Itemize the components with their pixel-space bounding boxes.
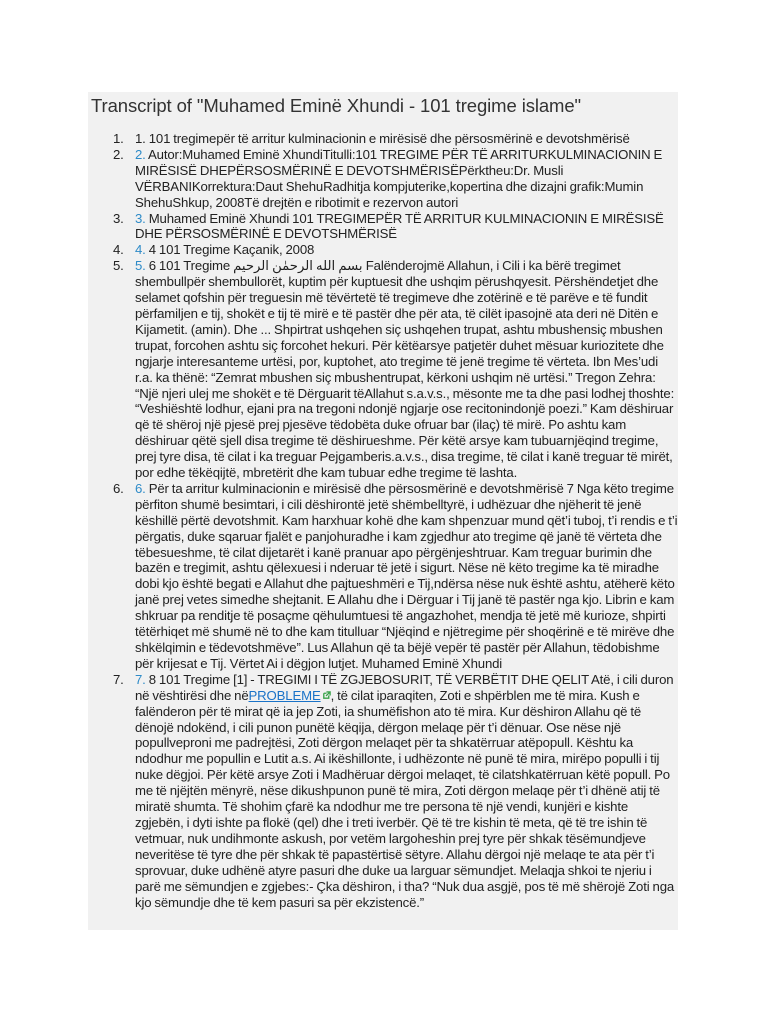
page-anchor-link[interactable]: 6. — [135, 480, 146, 496]
list-item — [88, 258, 678, 481]
list-item-number: 3. — [113, 210, 124, 226]
page-title: Transcript of "Muhamed Eminë Xhundi - 101 tregime islame" — [91, 95, 582, 116]
list-item — [88, 242, 678, 258]
list-item-text: Muhamed Eminë Xhundi 101 TREGIMEPËR TË ARRITUR KULMINACIONIN E MIRËSISË DHE PËRSOSMËRINË E DEVOTSHMËRISË — [135, 210, 664, 242]
page-anchor-link[interactable]: 3. — [135, 210, 146, 226]
external-link-icon[interactable] — [322, 691, 331, 700]
list-item — [88, 211, 678, 243]
list-item-number: 2. — [113, 146, 124, 162]
list-item-number: 1. — [113, 131, 124, 146]
transcript-list — [88, 131, 678, 910]
list-item-text: 1. 101 tregimepër të arritur kulminacionin e mirësisë dhe përsosmërinë e devotshmërisë — [135, 131, 630, 146]
list-item — [88, 481, 678, 672]
list-item-text: 4 101 Tregime Kaçanik, 2008 — [145, 242, 315, 258]
basmala-text: بسم الله الرحمٰن الرحيم — [233, 258, 363, 274]
page-anchor-link[interactable]: 5. — [135, 258, 146, 274]
page-anchor-link[interactable]: 7. — [135, 671, 146, 687]
list-item-number: 6. — [113, 480, 124, 496]
list-item-text-intro: 8 101 Tregime [1] - TREGIMI I TË ZGJEBOSURIT, TË VERBËTIT DHE QELIT Atë, i cili duron në vështirësi dhe në — [135, 671, 674, 703]
probleme-link[interactable]: PROBLEME — [248, 687, 321, 703]
list-item — [88, 131, 678, 147]
list-item — [88, 672, 678, 911]
list-item-number: 7. — [113, 671, 124, 687]
page-anchor-link[interactable]: 2. — [135, 146, 146, 162]
list-item-number: 4. — [113, 242, 124, 258]
list-item-text-intro: 6 101 Tregime — [145, 258, 234, 274]
list-item-text: Për ta arritur kulminacionin e mirësisë dhe përsosmërinë e devotshmërisë 7 Nga këto tregime përfiton shumë besimtari, i cili dëshirontë jetë shëmbelltyrë, i udhëzuar dhe njëherit të jenë këshillë përtë devotshmit. Kam harxhuar kohë dhe kam shpenzuar mund qët’i tuboj, t’i rendis e t’i përgatis, duke sqaruar fjalët e panjohuradhe i kam zgjedhur ato tregime që janë të vërteta dhe tëbesueshme, të cilat dijetarët i kanë pranuar apo përgënjeshtruar. Kam treguar burimin dhe bazën e tregimit, ashtu qëlexuesi i nderuar të jetë i sigurt. Nëse në këto tregime ka të miradhe dobi kjo është begati e Allahut dhe pajtueshmëri e Tij,ndërsa nëse nuk është ashtu, atëherë këto janë prej vetes simedhe shejtanit. E Allahu dhe i Dërguar i Tij janë të pastër nga kjo. Librin e kam shkruar pa renditje të posaçme qëhulumtuesi të angazhohet, mendja të jetë më kurioze, shpirti tëtërhiqet më shumë në to dhe kam titulluar “Njëqind e njëtregime për shoqërinë e të mirëve dhe shkëlqimin e tëdevotshmëve”. Lus Allahun që ta bëjë vepër të pastër për Allahun, tëdobishme për krijesat e Tij. Vërtet Ai i dëgjon lutjet. Muhamed Eminë Xhundi — [135, 480, 678, 671]
list-item-number: 5. — [113, 258, 124, 274]
list-item — [88, 147, 678, 211]
page-anchor-link[interactable]: 4. — [135, 242, 146, 258]
list-item-text: , të cilat iparaqiten, Zoti e shpërblen me të mira. Kush e falënderon për të mirat që ia jep Zoti, ia shumëfishon ato të mira. Kur dëshiron Allahu që të dënojë ndokënd, i cili punon punëtë këqija, dërgon melaqe për t’i dënuar. Ose nëse një popullveproni me padrejtësi, Zoti dërgon melaqet për ta shkatërruar atëpopull. Kështu ka ndodhur me popullin e Lutit a.s. Ai ikëshillonte, i udhëzonte në punë të mira, mirëpo populli i tij nuke dëgjoi. Për këtë arsye Zoti i Madhëruar dërgoi melaqet, të cilatshkatërruan këtë popull. Po me të njëjtën mënyrë, nëse dikushpunon punë të mira, Zoti dërgon melaqe për t’i dhënë atij të miratë shumta. Të shohim çfarë ka ndodhur me tre persona të një vendi, kunjëri e kishte zgjebën, i dyti ishte pa flokë (qel) dhe i treti iverbër. Që të tre kishin të meta, që të tre ishin të vetmuar, nuk undihmonte askush, por vetëm largoheshin prej tyre për shkak tësëmundjeve neveritëse të tyre dhe për shkak të papastërtisë sëtyre. Allahu dërgoi një melaqe te ata për t’i sprovuar, duke udhënë atyre pasuri dhe duke ua larguar sëmundjet. Melaqja shkoi te njeriu i parë me sëmundjen e zgjebes:- Çka dëshiron, i tha? “Nuk dua asgjë, pos të më shërojë Zoti nga kjo sëmundje dhe të kem pasuri sa për ekzistencë.” — [135, 687, 675, 910]
list-item-text: Autor:Muhamed Eminë XhundiTitulli:101 TREGIME PËR TË ARRITURKULMINACIONIN E MIRËSISË DHEPËRSOSMËRINË E DEVOTSHMËRISËPërktheu:Dr. Musli VËRBANIKorrektura:Daut ShehuRadhitja kompjuterike,kopertina dhe dizajni grafik:Mumin ShehuShkup, 2008Të drejtën e ribotimit e rezervon autori — [135, 146, 663, 210]
transcript-panel — [88, 92, 678, 930]
list-item-text: Falënderojmë Allahun, i Cili i ka bërë tregimet shembullpër shembullorët, kuptim për kuptuesit dhe ushqim përushqyesit. Përshëndetjet dhe selamet qofshin për treguesin më tëvërtetë të tregimeve dhe zotërinë e të parëve e të fundit përfamiljen e tij, shokët e tij të mirë e të pastër dhe për ata, të cilët ipasojnë ata deri në Ditën e Kijametit. (amin). Dhe ... Shpirtrat ushqehen siç ushqehen trupat, ashtu mbushensiç mbushen trupat, forcohen ashtu siç forcohet hekuri. Për këtëarsye patjetër duhet mësuar kuriozitete dhe ngjarje interesanteme urtësi, por, kuptohet, ato tregime të jenë tregime të vërteta. Ibn Mes’udi r.a. ka thënë: “Zemrat mbushen siç mbushentrupat, kërkoni ushqim në urtësi.” Tregon Zehra: “Një njeri ulej me shokët e të Dërguarit tëAllahut s.a.v.s., mësonte me ta dhe pasi lodhej thoshte: “Veshiështë lodhur, ejani pra na tregoni ndonjë ngjarje ose recitonindonjë poezi.” Kam dëshiruar që të shëroj një pjesë prej pjesëve tëdobëta duke ofruar bar (ilaç) të mirë. Po ashtu kam dëshiruar qëtë sjell disa tregime të dëshirueshme. Për këtë arsye kam tubuarnjëqind tregime, prej tyre disa, të cilat i ka treguar Pejgamberis.a.v.s., disa tregime, të cilat i kanë treguar të mirët, por edhe tëkëqijtë, mbretërit dhe kam tubuar edhe tregime të lashta. — [135, 258, 675, 481]
